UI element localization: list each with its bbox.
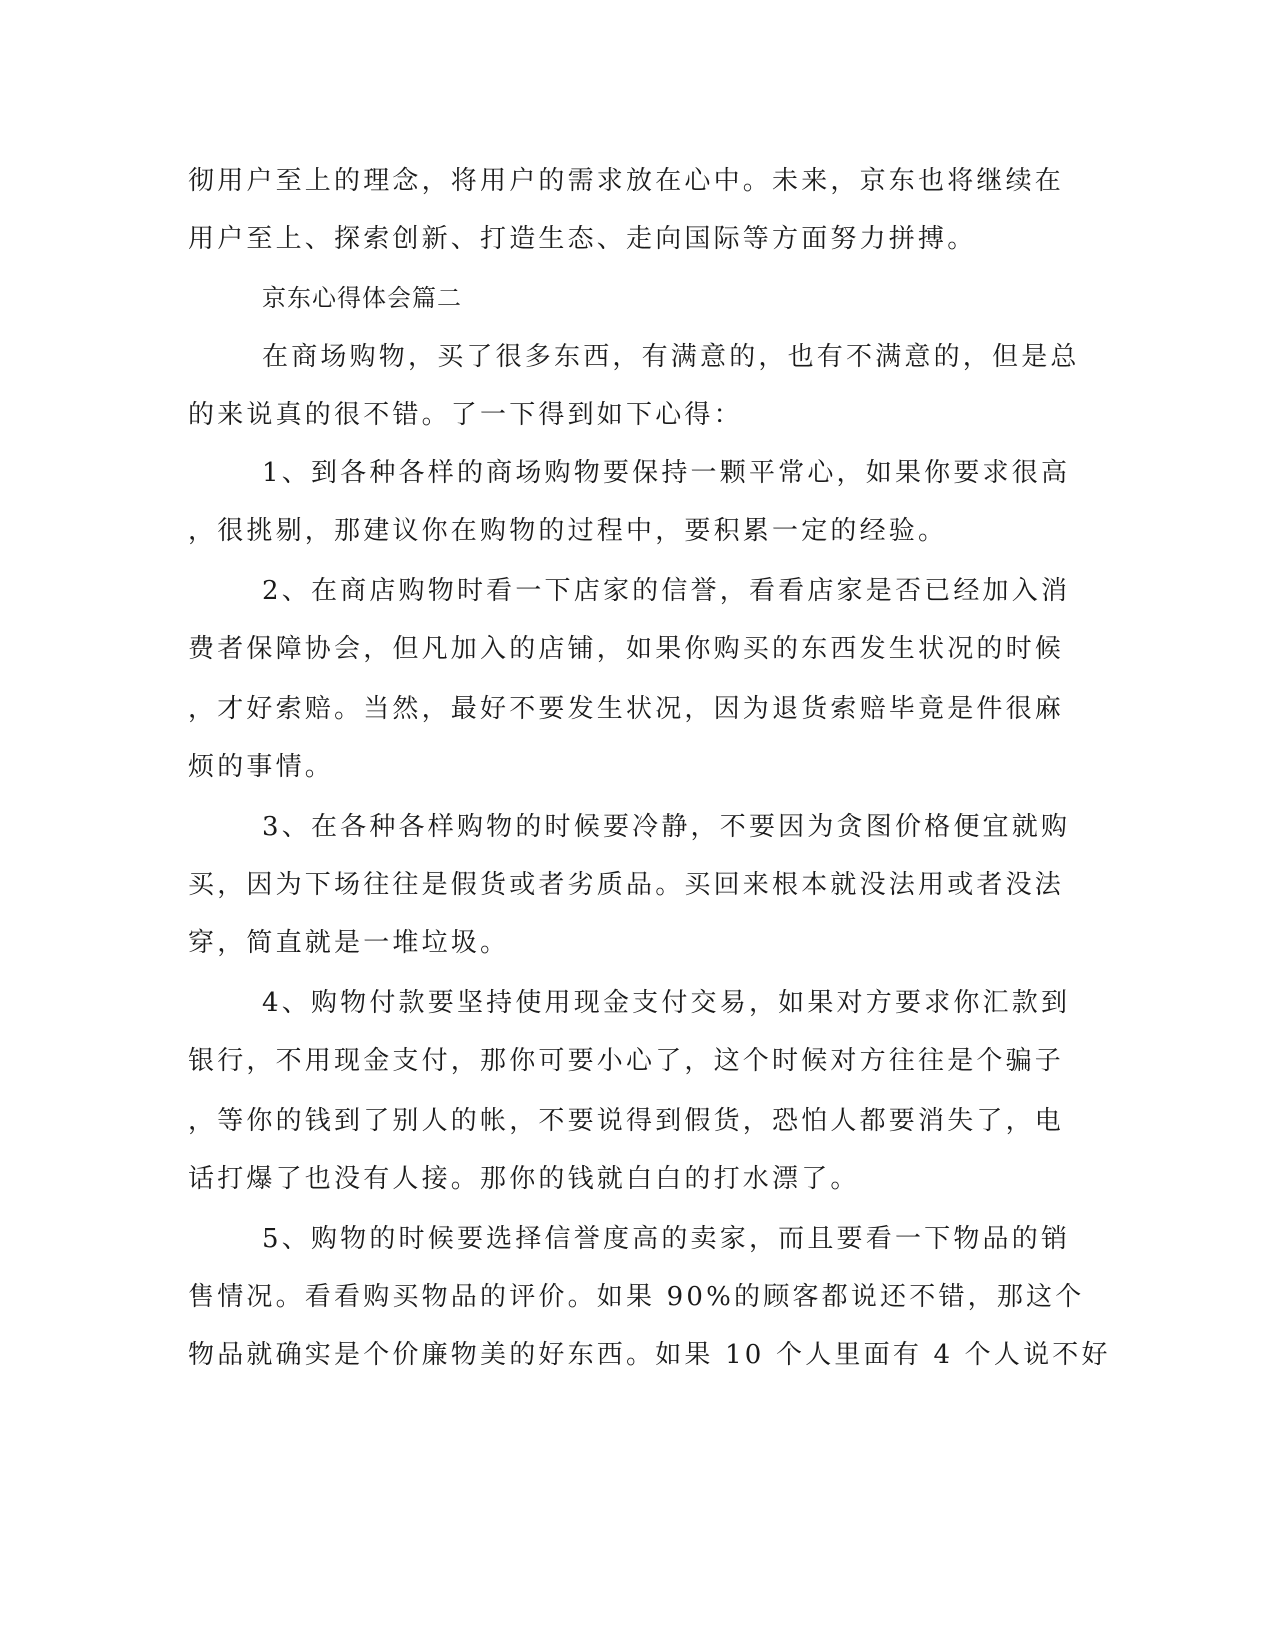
list-item-line: 4、购物付款要坚持使用现金支付交易，如果对方要求你汇款到 [262, 988, 1071, 1018]
text-line: 银行，不用现金支付，那你可要小心了，这个时候对方往往是个骗子 [188, 1046, 1065, 1076]
text-line: 在商场购物，买了很多东西，有满意的，也有不满意的，但是总 [262, 342, 1080, 372]
text-line: 彻用户至上的理念，将用户的需求放在心中。未来，京东也将继续在 [188, 166, 1065, 196]
text-line: ，很挑剔，那建议你在购物的过程中，要积累一定的经验。 [188, 516, 948, 546]
list-item-line: 5、购物的时候要选择信誉度高的卖家，而且要看一下物品的销 [262, 1224, 1071, 1254]
list-item-line: 1、到各种各样的商场购物要保持一颗平常心，如果你要求很高 [262, 458, 1071, 488]
list-item-line: 2、在商店购物时看一下店家的信誉，看看店家是否已经加入消 [262, 576, 1071, 606]
text-line: 的来说真的很不错。了一下得到如下心得： [188, 400, 743, 430]
list-item-line: 3、在各种各样购物的时候要冷静，不要因为贪图价格便宜就购 [262, 812, 1071, 842]
text-line: ，才好索赔。当然，最好不要发生状况，因为退货索赔毕竟是件很麻 [188, 694, 1065, 724]
text-line: 买，因为下场往往是假货或者劣质品。买回来根本就没法用或者没法 [188, 870, 1065, 900]
text-line: 烦的事情。 [188, 752, 335, 782]
text-line: 物品就确实是个价廉物美的好东西。如果 10 个人里面有 4 个人说不好 [188, 1340, 1111, 1370]
text-line: 话打爆了也没有人接。那你的钱就白白的打水漂了。 [188, 1164, 860, 1194]
text-line: 用户至上、探索创新、打造生态、走向国际等方面努力拼搏。 [188, 224, 977, 254]
section-heading: 京东心得体会篇二 [262, 284, 462, 312]
text-line: 费者保障协会，但凡加入的店铺，如果你购买的东西发生状况的时候 [188, 634, 1065, 664]
text-line: 售情况。看看购买物品的评价。如果 90%的顾客都说还不错，那这个 [188, 1282, 1085, 1312]
text-line: ，等你的钱到了别人的帐，不要说得到假货，恐怕人都要消失了，电 [188, 1106, 1065, 1136]
text-line: 穿，简直就是一堆垃圾。 [188, 928, 510, 958]
